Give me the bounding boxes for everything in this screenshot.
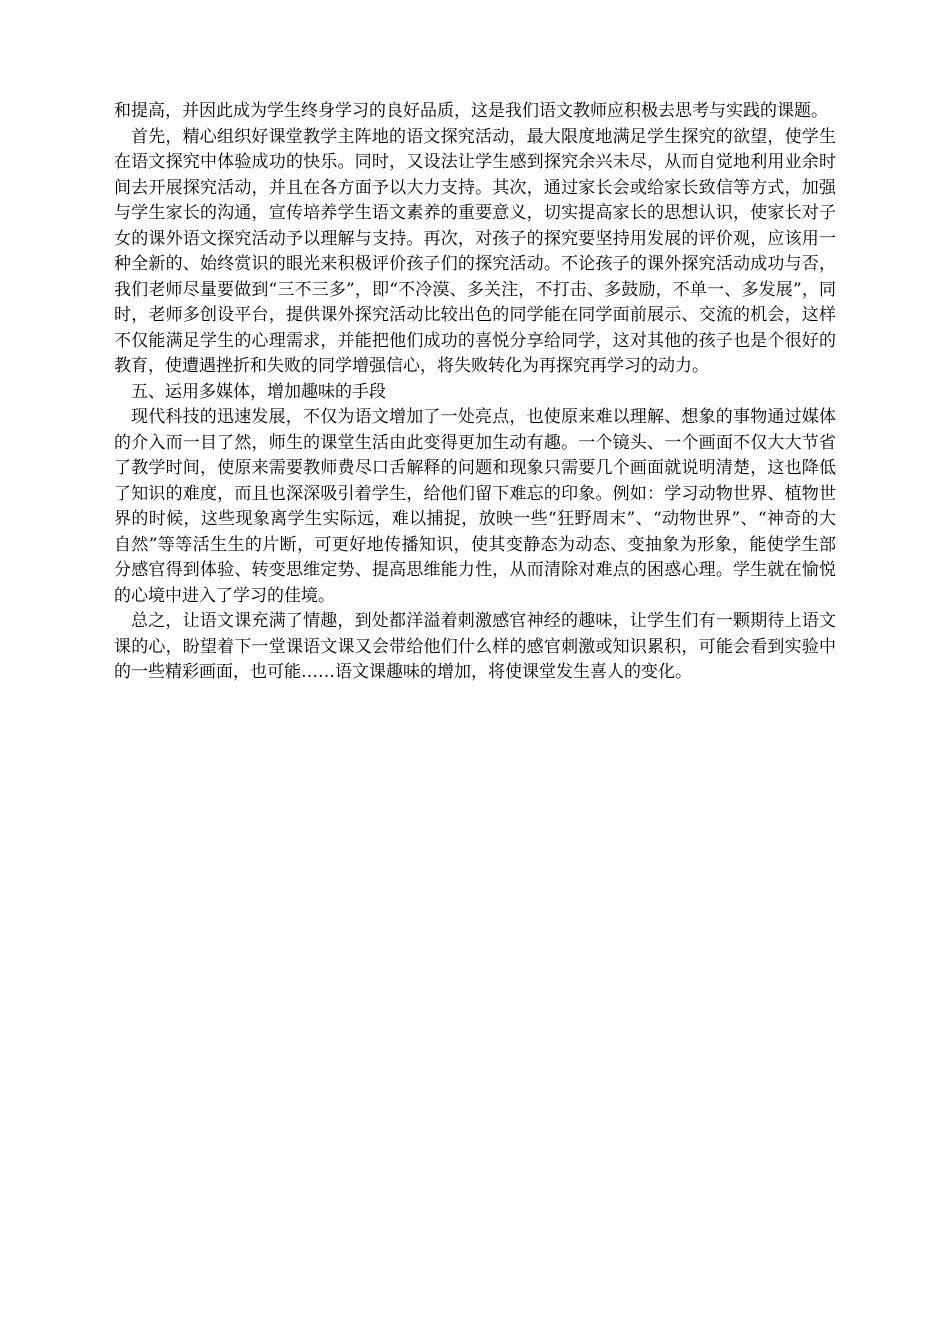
paragraph-first-measures: 首先，精心组织好课堂教学主阵地的语文探究活动，最大限度地满足学生探究的欲望，使学生在语文探究中体验成功的快乐。同时，又设法让学生感到探究余兴未尽，从而自觉地利用业余时间去开展探究活动，并且在各方面予以大力支持。其次，通过家长会或给家长致信等方式，加强与学生家长的沟通，宣传培养学生语文素养的重要意义，切实提高家长的思想认识，使家长对子女的课外语文探究活动予以理解与支持。再次，对孩子的探究要坚持用发展的评价观，应该用一种全新的、始终赏识的眼光来积极评价孩子们的探究活动。不论孩子的课外探究活动成功与否，我们老师尽量要做到“三不三多”，即“不冷漠、多关注，不打击、多鼓励，不单一、多发展”，同时，老师多创设平台，提供课外探究活动比较出色的同学能在同学面前展示、交流的机会，这样不仅能满足学生的心理需求，并能把他们成功的喜悦分享给同学，这对其他的孩子也是个很好的教育，使遭遇挫折和失败的同学增强信心，将失败转化为再探究再学习的动力。 — [114, 126, 836, 376]
paragraph-multimedia: 现代科技的迅速发展，不仅为语文增加了一处亮点，也使原来难以理解、想象的事物通过媒体的介入而一目了然，师生的课堂生活由此变得更加生动有趣。一个镜头、一个画面不仅大大节省了教学时间，使原来需要教师费尽口舌解释的问题和现象只需要几个画面就说明清楚，这也降低了知识的难度，而且也深深吸引着学生，给他们留下难忘的印象。例如：学习动物世界、植物世界的时候，这些现象离学生实际远，难以捕捉，放映一些“狂野周末”、“动物世界”、“神奇的大自然”等等活生生的片断，可更好地传播知识，使其变静态为动态、变抽象为形象，能使学生部分感官得到体验、转变思维定势、提高思维能力性，从而清除对难点的困惑心理。学生就在愉悦的心境中进入了学习的佳境。 — [114, 407, 836, 606]
paragraph-conclusion: 总之，让语文课充满了情趣，到处都洋溢着刺激感官神经的趣味，让学生们有一颗期待上语文课的心，盼望着下一堂课语文课又会带给他们什么样的感官刺激或知识累积，可能会看到实验中的一些精彩画面，也可能……语文课趣味的增加，将使课堂发生喜人的变化。 — [114, 611, 836, 682]
paragraph-continuation: 和提高，并因此成为学生终身学习的良好品质，这是我们语文教师应积极去思考与实践的课题。 — [114, 101, 828, 121]
section-heading-multimedia: 五、运用多媒体，增加趣味的手段 — [131, 381, 386, 402]
document-page — [114, 99, 836, 686]
